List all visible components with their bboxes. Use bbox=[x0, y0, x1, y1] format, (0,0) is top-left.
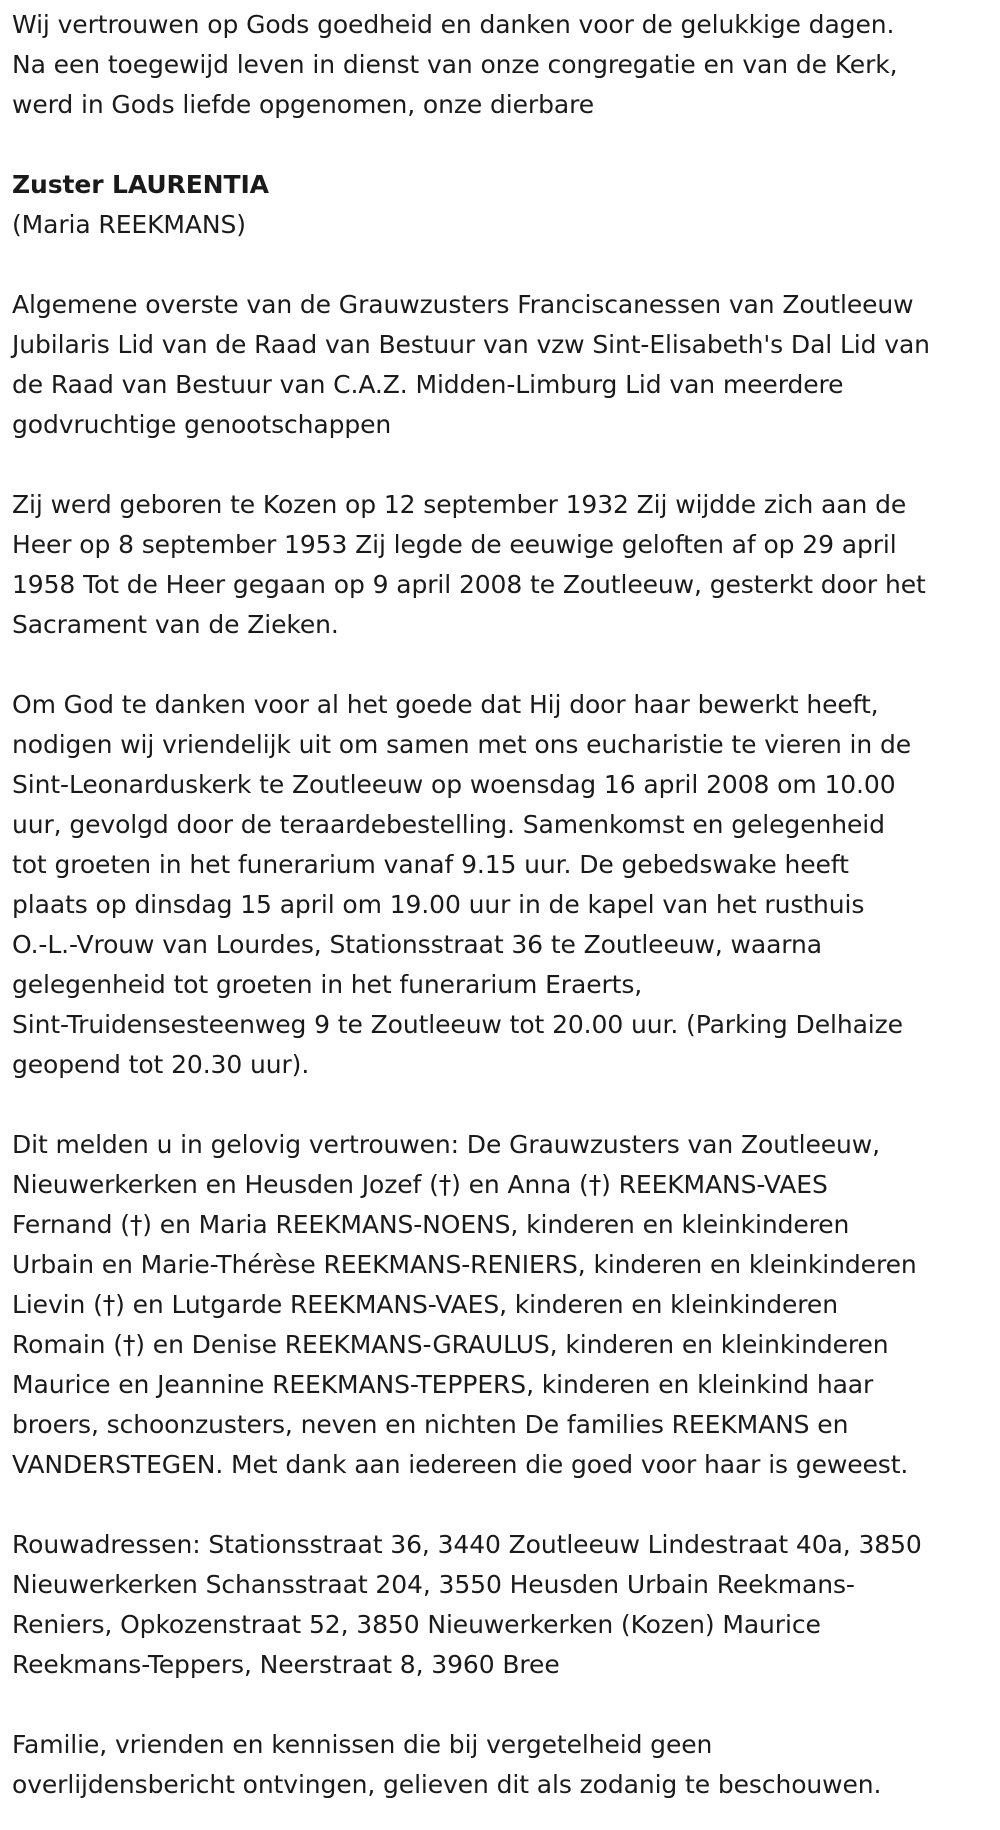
service-paragraph: Om God te danken voor al het goede dat Hij door haar bewerkt heeft, nodigen wij vriendelijk uit om samen met ons eucharistie te vieren in de Sint-Leonarduskerk te Zoutleeuw op woensdag 16 april 2008 om 10.00 uur, gevolgd door de teraardebestelling. Samenkomst en gelegenheid tot groeten in het funerarium vanaf 9.15 uur. De gebedswake heeft plaats op dinsdag 15 april om 19.00 uur in de kapel van het rusthuis O.-L.-Vrouw van Lourdes, Stationsstraat 36 te Zoutleeuw, waarna gelegenheid tot groeten in het funerarium Eraerts, Sint-Truidensesteenweg 9 te Zoutleeuw tot 20.00 uur. (Parking Delhaize geopend tot 20.30 uur). bbox=[12, 690, 912, 1079]
addresses-paragraph: Rouwadressen: Stationsstraat 36, 3440 Zoutleeuw Lindestraat 40a, 3850 Nieuwerkerken Schansstraat 204, 3550 Heusden Urbain Reekmans- Reniers, Opkozenstraat 52, 3850 Nieuwerkerken (Kozen) Maurice Reekmans-Teppers, Neerstraat 8, 3960 Bree bbox=[12, 1530, 922, 1679]
titles-paragraph: Algemene overste van de Grauwzusters Franciscanessen van Zoutleeuw Jubilaris Lid van de Raad van Bestuur van vzw Sint-Elisabeth's Dal Lid van de Raad van Bestuur van C.A.Z. Midden-Limburg Lid van meerdere godvruchtige genootschappen bbox=[12, 290, 930, 439]
maiden-name: (Maria REEKMANS) bbox=[12, 210, 246, 239]
closing-paragraph: Familie, vrienden en kennissen die bij vergetelheid geen overlijdensbericht ontvingen, gelieven dit als zodanig te beschouwen. bbox=[12, 1730, 882, 1799]
biography-paragraph: Zij werd geboren te Kozen op 12 september 1932 Zij wijdde zich aan de Heer op 8 september 1953 Zij legde de eeuwige geloften af op 29 april 1958 Tot de Heer gegaan op 9 april 2008 te Zoutleeuw, gesterkt door het Sacrament van de Zieken. bbox=[12, 490, 926, 639]
intro-paragraph: Wij vertrouwen op Gods goedheid en danken voor de gelukkige dagen. Na een toegewijd leven in dienst van onze congregatie en van de Kerk, werd in Gods liefde opgenomen, onze dierbare bbox=[12, 10, 898, 119]
announcement-paragraph: Dit melden u in gelovig vertrouwen: De Grauwzusters van Zoutleeuw, Nieuwerkerken en Heusden Jozef (†) en Anna (†) REEKMANS-VAES Fernand (†) en Maria REEKMANS-NOENS, kinderen en kleinkinderen Urbain en Marie-Thérèse REEKMANS-RENIERS, kinderen en kleinkinderen Lievin (†) en Lutgarde REEKMANS-VAES, kinderen en kleinkinderen Romain (†) en Denise REEKMANS-GRAULUS, kinderen en kleinkinderen Maurice en Jeannine REEKMANS-TEPPERS, kinderen en kleinkind haar broers, schoonzusters, neven en nichten De families REEKMANS en VANDERSTEGEN. Met dank aan iedereen die goed voor haar is geweest. bbox=[12, 1130, 917, 1479]
deceased-name: Zuster LAURENTIA bbox=[12, 170, 269, 199]
